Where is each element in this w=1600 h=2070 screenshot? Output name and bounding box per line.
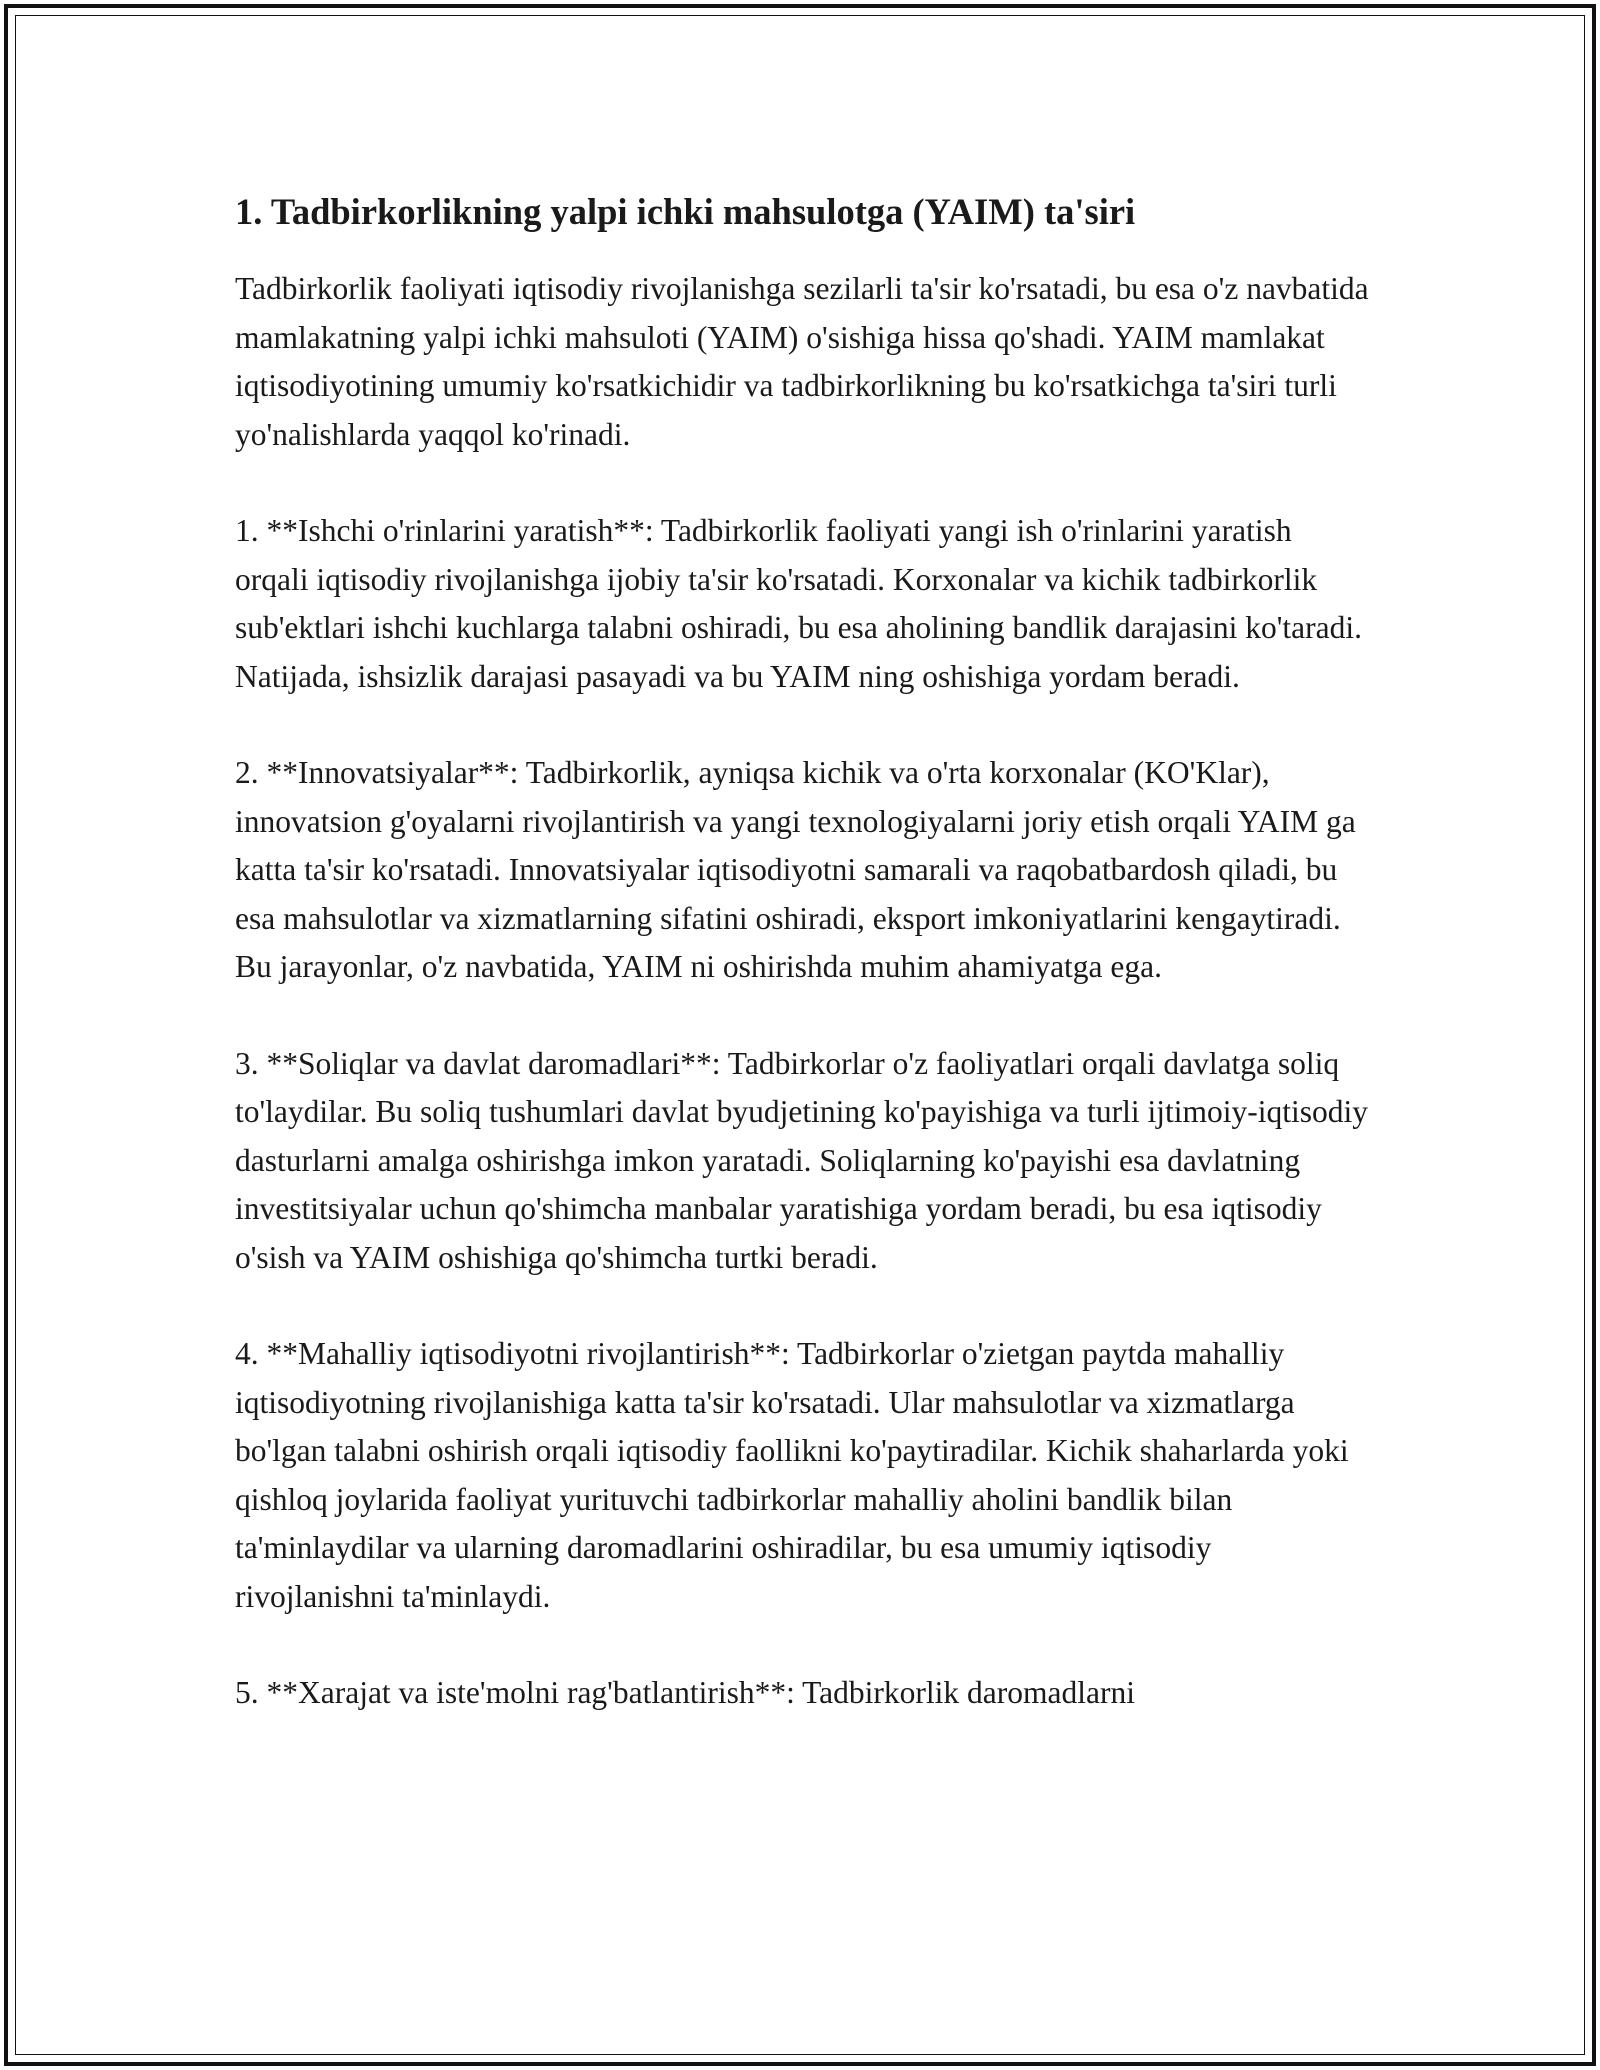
paragraph-innovations: 2. **Innovatsiyalar**: Tadbirkorlik, ayniqsa kichik va o'rta korxonalar (KO'Klar), innovatsion g'oyalarni rivojlantirish va yangi texnologiyalarni joriy etish orqali YAIM ga katta ta'sir ko'rsatadi. Innovatsiyalar iqtisodiyotni samarali va raqobatbardosh qiladi, bu esa mahsulotlar va xizmatlarning sifatini oshiradi, eksport imkoniyatlarini kengaytiradi. Bu jarayonlar, o'z navbatida, YAIM ni oshirishda muhim ahamiyatga ega. xyxy=(235,755,1356,984)
paragraph-local-economy: 4. **Mahalliy iqtisodiyotni rivojlantirish**: Tadbirkorlar o'zietgan paytda mahalliy iqtisodiyotning rivojlanishiga katta ta'sir ko'rsatadi. Ular mahsulotlar va xizmatlarga bo'lgan talabni oshirish orqali iqtisodiy faollikni ko'paytiradilar. Kichik shaharlarda yoki qishloq joylarida faoliyat yurituvchi tadbirkorlar mahalliy aholini bandlik bilan ta'minlaydilar va ularning daromadlarini oshiradilar, bu esa umumiy iqtisodiy rivojlanishni ta'minlaydi. xyxy=(235,1336,1349,1614)
paragraph-consumption: 5. **Xarajat va iste'molni rag'batlantirish**: Tadbirkorlik daromadlarni xyxy=(235,1675,1135,1710)
paragraph-jobs: 1. **Ishchi o'rinlarini yaratish**: Tadbirkorlik faoliyati yangi ish o'rinlarini yaratish orqali iqtisodiy rivojlanishga ijobiy ta'sir ko'rsatadi. Korxonalar va kichik tadbirkorlik sub'ektlari ishchi kuchlarga talabni oshiradi, bu esa aholining bandlik darajasini ko'taradi. Natijada, ishsizlik darajasi pasayadi va bu YAIM ning oshishiga yordam beradi. xyxy=(235,513,1362,694)
section-heading: 1. Tadbirkorlikning yalpi ichki mahsulotga (YAIM) ta'siri xyxy=(235,191,1136,232)
document-body xyxy=(235,185,1370,1766)
paragraph-taxes: 3. **Soliqlar va davlat daromadlari**: Tadbirkorlar o'z faoliyatlari orqali davlatga soliq to'laydilar. Bu soliq tushumlari davlat byudjetining ko'payishiga va turli ijtimoiy-iqtisodiy dasturlarni amalga oshirishga imkon yaratadi. Soliqlarning ko'payishi esa davlatning investitsiyalar uchun qo'shimcha manbalar yaratishiga yordam beradi, bu esa iqtisodiy o'sish va YAIM oshishiga qo'shimcha turtki beradi. xyxy=(235,1045,1369,1275)
intro-paragraph: Tadbirkorlik faoliyati iqtisodiy rivojlanishga sezilarli ta'sir ko'rsatadi, bu esa o'z navbatida mamlakatning yalpi ichki mahsuloti (YAIM) o'sishiga hissa qo'shadi. YAIM mamlakat iqtisodiyotining umumiy ko'rsatkichidir va tadbirkorlikning bu ko'rsatkichga ta'siri turli yo'nalishlarda yaqqol ko'rinadi. xyxy=(235,271,1369,452)
